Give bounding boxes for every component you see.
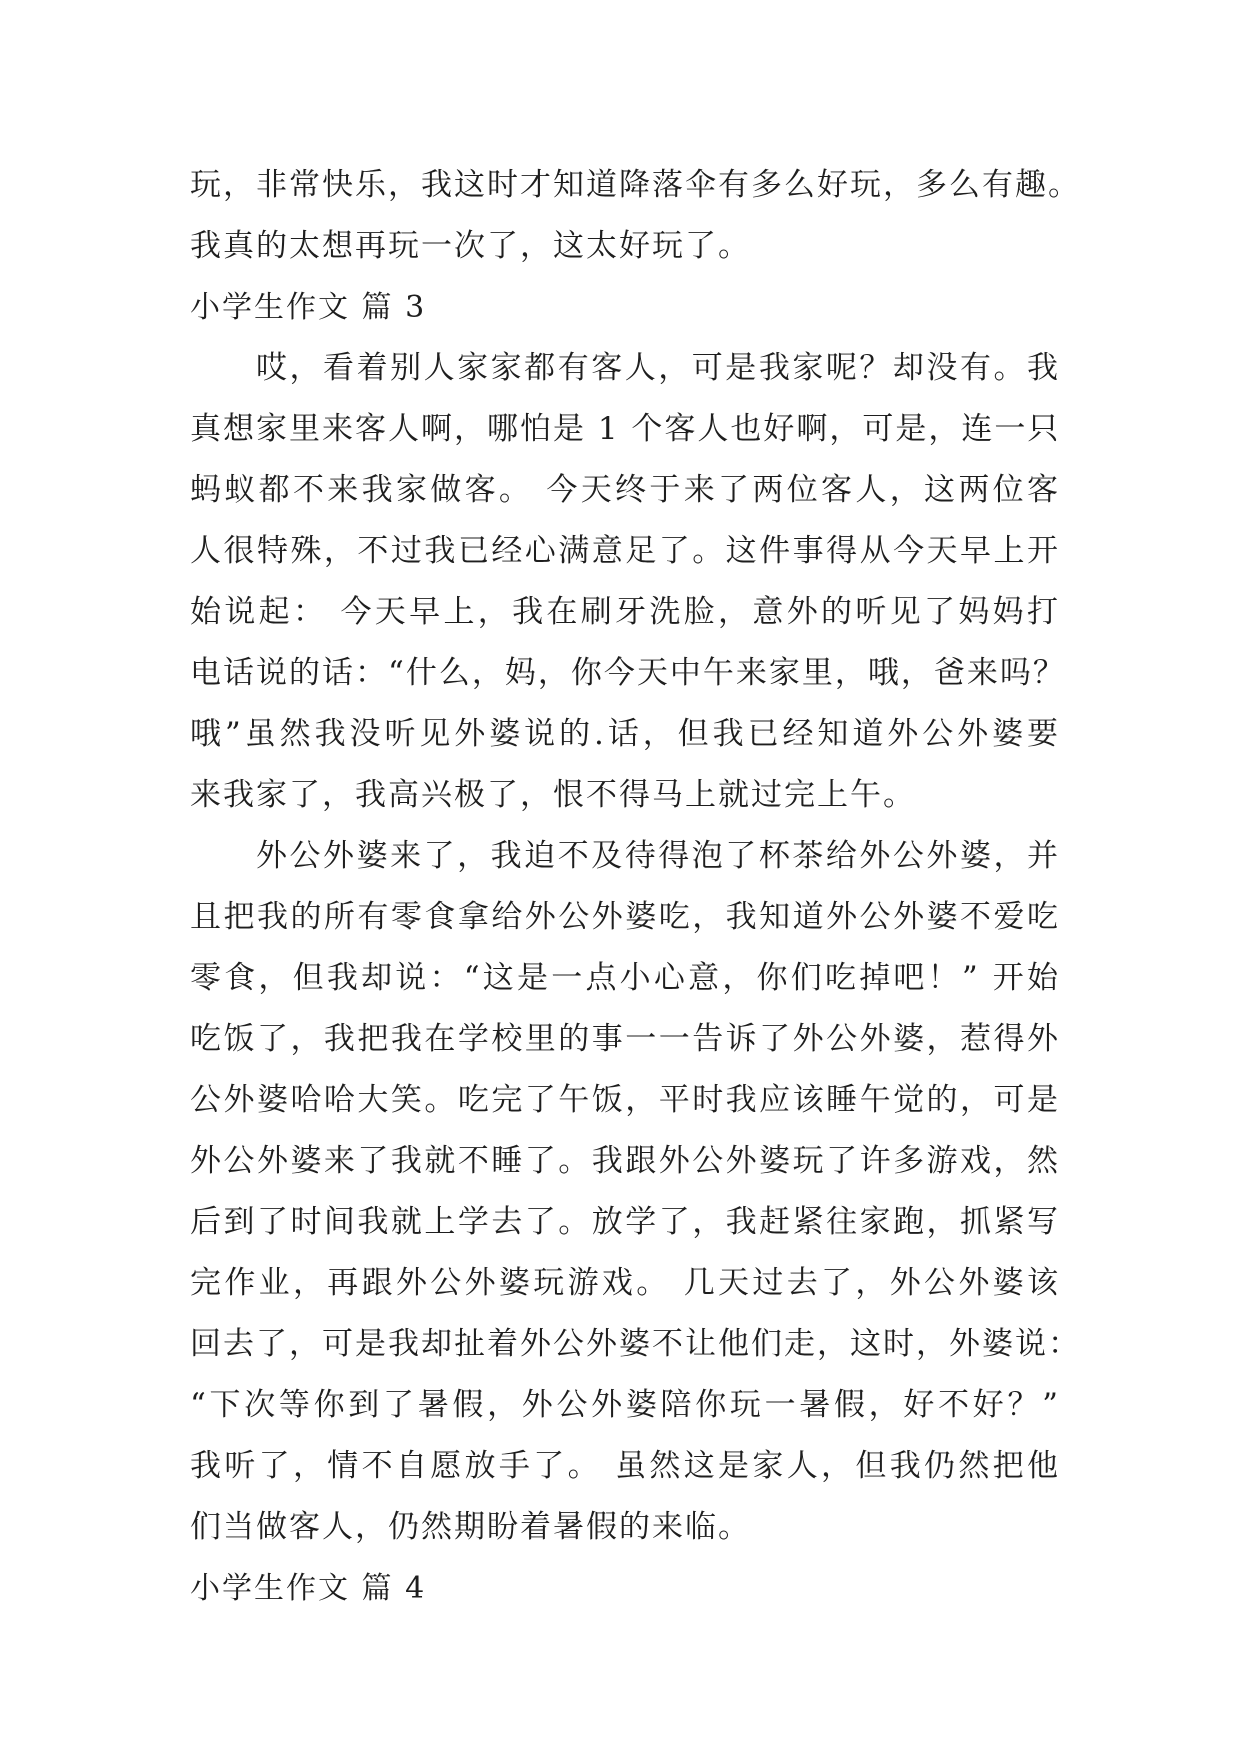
text-line: 玩，非常快乐，我这时才知道降落伞有多么好玩，多么有趣。 [190, 167, 1081, 203]
text-line: 人很特殊，不过我已经心满意足了。这件事得从今天早上开 [190, 533, 1060, 569]
text-line: “下次等你到了暑假，外公外婆陪你玩一暑假，好不好？” [190, 1387, 1060, 1423]
text-line: 真想家里来客人啊，哪怕是 1 个客人也好啊，可是，连一只 [190, 411, 1061, 447]
text-line: 始说起： 今天早上，我在刷牙洗脸，意外的听见了妈妈打 [190, 594, 1060, 630]
text-line: 哎，看着别人家家都有客人，可是我家呢？却没有。我 [256, 350, 1060, 386]
paragraph [190, 338, 1066, 826]
text-line: 外公外婆来了我就不睡了。我跟外公外婆玩了许多游戏，然 [190, 1143, 1060, 1179]
text-line: 回去了，可是我却扯着外公外婆不让他们走，这时，外婆说： [190, 1326, 1081, 1362]
text-line: 我真的太想再玩一次了，这太好玩了。 [190, 228, 751, 264]
text-line: 哦”虽然我没听见外婆说的.话，但我已经知道外公外婆要 [190, 716, 1060, 752]
text-line: 吃饭了，我把我在学校里的事一一告诉了外公外婆，惹得外 [190, 1021, 1060, 1057]
paragraph [190, 826, 1081, 1558]
text-line: 们当做客人，仍然期盼着暑假的来临。 [190, 1509, 751, 1545]
text-line: 完作业，再跟外公外婆玩游戏。 几天过去了，外公外婆该 [190, 1265, 1060, 1301]
section-heading: 小学生作文 篇 3 [190, 290, 427, 325]
document-body [190, 155, 1081, 1619]
text-line: 蚂蚁都不来我家做客。 今天终于来了两位客人，这两位客 [190, 472, 1060, 508]
text-line: 公外婆哈哈大笑。吃完了午饭，平时我应该睡午觉的，可是 [190, 1082, 1060, 1118]
section-heading: 小学生作文 篇 4 [190, 1571, 427, 1606]
text-line: 且把我的所有零食拿给外公外婆吃，我知道外公外婆不爱吃 [190, 899, 1060, 935]
text-line: 后到了时间我就上学去了。放学了，我赶紧往家跑，抓紧写 [190, 1204, 1060, 1240]
text-line: 来我家了，我高兴极了，恨不得马上就过完上午。 [190, 777, 916, 813]
paragraph [190, 155, 1081, 277]
text-line: 我听了，情不自愿放手了。 虽然这是家人，但我仍然把他 [190, 1448, 1060, 1484]
text-line: 电话说的话：“什么，妈，你今天中午来家里，哦，爸来吗？ [190, 655, 1066, 691]
text-line: 外公外婆来了，我迫不及待得泡了杯茶给外公外婆，并 [256, 838, 1060, 874]
text-line: 零食，但我却说：“这是一点小心意，你们吃掉吧！” 开始 [190, 960, 1060, 996]
